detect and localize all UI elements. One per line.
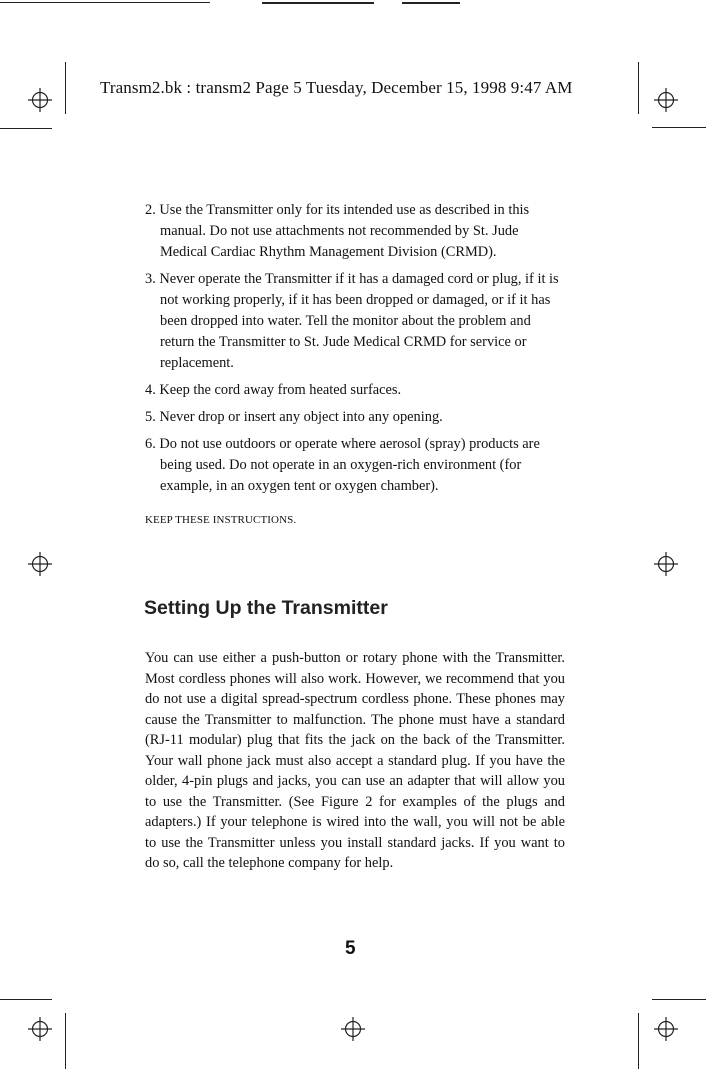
list-item bbox=[145, 269, 565, 374]
section-body: You can use either a push-button or rotary phone with the Transmitter. Most cordless phones will also work. However, we recommend that you do not use a digital spread-spectrum cordless phone. These phones may cause the Transmitter to malfunction. The phone must have a standard (RJ-11 modular) plug that fits the jack on the back of the Transmitter. Your wall phone jack must also accept a standard plug. If you have the older, 4-pin plugs and jacks, you can use an adapter that will allow you to use the Transmitter. (See Figure 2 for examples of the plugs and adapters.) If your telephone is wired into the wall, you will not be able to use the Transmitter unless you install standard jacks. If you want to do so, call the telephone company for help. bbox=[145, 650, 565, 871]
registration-mark-middle-right-icon bbox=[654, 552, 678, 576]
registration-mark-top-left-icon bbox=[28, 88, 52, 112]
top-edge-rule-right bbox=[402, 2, 460, 4]
crop-mark-top-left-horizontal bbox=[0, 128, 52, 129]
crop-mark-top-right-vertical bbox=[638, 62, 639, 114]
page-header: Transm2.bk : transm2 Page 5 Tuesday, December 15, 1998 9:47 AM bbox=[100, 78, 573, 97]
item-text: Do not use outdoors or operate where aerosol (spray) products are being used. Do not operate in an oxygen-rich environment (for example, in an oxygen tent or oxygen chamber). bbox=[159, 436, 540, 494]
item-number: 6. bbox=[145, 436, 156, 452]
list-item bbox=[145, 407, 565, 428]
registration-mark-top-right-icon bbox=[654, 88, 678, 112]
item-text: Never drop or insert any object into any opening. bbox=[159, 409, 443, 425]
registration-mark-bottom-center-icon bbox=[341, 1017, 365, 1041]
registration-mark-bottom-left-icon bbox=[28, 1017, 52, 1041]
page-number: 5 bbox=[345, 938, 356, 959]
item-text: Keep the cord away from heated surfaces. bbox=[159, 382, 402, 398]
item-number: 2. bbox=[145, 202, 156, 218]
item-text: Never operate the Transmitter if it has a damaged cord or plug, if it is not working properly, if it has been dropped or damaged, or if it has been dropped into water. Tell the monitor about the problem and return the Transmitter to St. Jude Medical CRMD for service or replacement. bbox=[159, 271, 559, 371]
crop-mark-top-left-vertical bbox=[65, 62, 66, 114]
item-number: 4. bbox=[145, 382, 156, 398]
top-edge-rule-left bbox=[0, 2, 210, 3]
crop-mark-bottom-right-vertical bbox=[638, 1013, 639, 1069]
safety-instructions-list bbox=[145, 200, 565, 503]
item-text: Use the Transmitter only for its intended use as described in this manual. Do not use attachments not recommended by St. Jude Medical Cardiac Rhythm Management Division (CRMD). bbox=[159, 202, 530, 260]
crop-mark-bottom-left-vertical bbox=[65, 1013, 66, 1069]
list-item bbox=[145, 200, 565, 263]
crop-mark-top-right-horizontal bbox=[652, 127, 706, 128]
registration-mark-bottom-right-icon bbox=[654, 1017, 678, 1041]
registration-mark-middle-left-icon bbox=[28, 552, 52, 576]
list-item bbox=[145, 380, 565, 401]
crop-mark-bottom-left-horizontal bbox=[0, 999, 52, 1000]
keep-instructions-notice: KEEP THESE INSTRUCTIONS. bbox=[145, 514, 297, 526]
item-number: 3. bbox=[145, 271, 156, 287]
list-item bbox=[145, 434, 565, 497]
section-title: Setting Up the Transmitter bbox=[144, 597, 388, 619]
top-edge-rule-center bbox=[262, 2, 374, 4]
crop-mark-bottom-right-horizontal bbox=[652, 999, 706, 1000]
item-number: 5. bbox=[145, 409, 156, 425]
